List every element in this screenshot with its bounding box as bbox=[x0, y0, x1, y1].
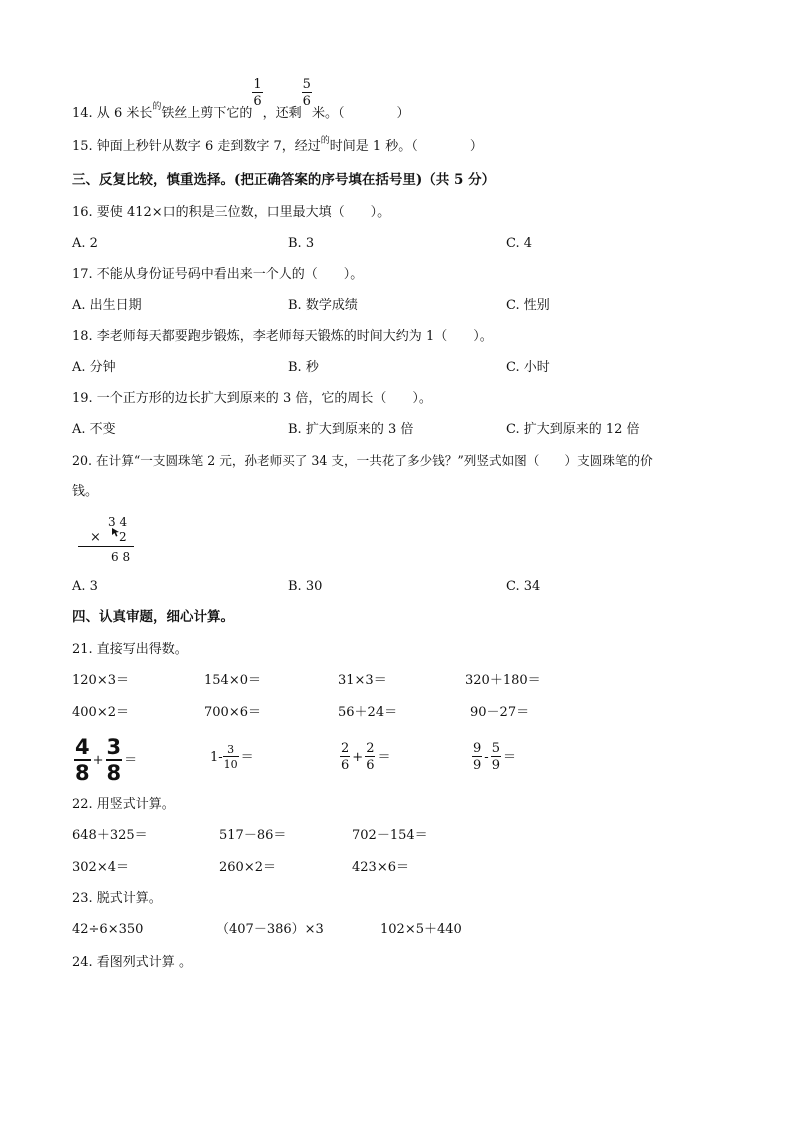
question-16: 16. 要使 412×口的积是三位数，口里最大填（ ）。 bbox=[72, 205, 391, 220]
vertical-times-sign: × bbox=[90, 530, 101, 545]
q20-option-a[interactable]: A. 3 bbox=[72, 579, 98, 594]
q21-item: 320＋180＝ bbox=[465, 673, 541, 688]
q18-option-a[interactable]: A. 分钟 bbox=[72, 360, 116, 375]
vertical-bottom-number: 2 bbox=[119, 530, 127, 544]
q22-item: 517－86＝ bbox=[219, 828, 287, 843]
fraction-9-9: $\frac{9}{9}$ bbox=[473, 741, 482, 773]
q14-close: ） bbox=[396, 105, 410, 121]
q21-fraction-item-4: $\frac{9}{9}$ - $\frac{5}{9}$ ＝ bbox=[473, 741, 516, 773]
q16-option-a[interactable]: A. 2 bbox=[72, 236, 98, 251]
question-20-line-1: 20. 在计算“一支圆珠笔 2 元，孙老师买了 34 支，一共花了多少钱？”列竖式如图（ ）支圆珠笔的价 bbox=[72, 453, 653, 468]
fraction-4-8: $\frac{4}{8}$ bbox=[75, 735, 90, 785]
q14-after: ，还剩 bbox=[262, 105, 302, 121]
vertical-underline bbox=[78, 546, 134, 547]
q14-suffix: 米。（ bbox=[311, 105, 345, 121]
question-17: 17. 不能从身份证号码中看出来一个人的（ ）。 bbox=[72, 267, 364, 282]
q20-option-b[interactable]: B. 30 bbox=[288, 579, 323, 594]
q21-item: 31×3＝ bbox=[338, 673, 387, 688]
q21-fraction-item-3: $\frac{2}{6}$ + $\frac{2}{6}$ ＝ bbox=[341, 741, 391, 773]
q14-fraction-one-sixth: $\frac{1}{6}$ bbox=[253, 77, 262, 109]
question-21-title: 21. 直接写出得数。 bbox=[72, 642, 188, 657]
q21-item: 700×6＝ bbox=[204, 705, 261, 720]
question-23-title: 23. 脱式计算。 bbox=[72, 891, 162, 906]
q14-fraction-five-sixths: $\frac{5}{6}$ bbox=[302, 77, 311, 109]
q23-item: 42÷6×350 bbox=[72, 922, 144, 937]
q20-vertical-calculation bbox=[76, 512, 146, 568]
section-4-title: 四、认真审题，细心计算。 bbox=[72, 609, 234, 625]
q18-option-b[interactable]: B. 秒 bbox=[288, 360, 319, 375]
q23-item: （407－386）×3 bbox=[216, 922, 324, 937]
question-24-title: 24. 看图列式计算 。 bbox=[72, 955, 192, 970]
question-18: 18. 李老师每天都要跑步锻炼，李老师每天锻炼的时间大约为 1（ ）。 bbox=[72, 329, 493, 344]
q22-item: 423×6＝ bbox=[352, 860, 409, 875]
q21-item: 120×3＝ bbox=[72, 673, 129, 688]
q21-item: 400×2＝ bbox=[72, 705, 129, 720]
q22-item: 702－154＝ bbox=[352, 828, 428, 843]
q17-option-c[interactable]: C. 性别 bbox=[506, 298, 550, 313]
question-19: 19. 一个正方形的边长扩大到原来的 3 倍，它的周长（ ）。 bbox=[72, 391, 432, 406]
q21-item: 56＋24＝ bbox=[338, 705, 398, 720]
fraction-5-9: $\frac{5}{9}$ bbox=[491, 741, 500, 773]
q22-item: 648＋325＝ bbox=[72, 828, 148, 843]
q15-sup-mark: 的 bbox=[320, 136, 330, 146]
q21-fraction-item-1: $\frac{4}{8}$ + $\frac{3}{8}$ ＝ bbox=[75, 735, 138, 785]
q16-option-b[interactable]: B. 3 bbox=[288, 236, 315, 251]
section-3-title: 三、反复比较，慎重选择。(把正确答案的序号填在括号里)（共 5 分） bbox=[72, 172, 496, 188]
q14-sup-mark: 的 bbox=[152, 101, 162, 112]
fraction-2-6-a: $\frac{2}{6}$ bbox=[341, 741, 350, 773]
question-20-line-2: 钱。 bbox=[72, 484, 99, 499]
fraction-3-8: $\frac{3}{8}$ bbox=[106, 735, 122, 785]
vertical-top-number: 3 4 bbox=[108, 515, 128, 529]
q19-option-c[interactable]: C. 扩大到原来的 12 倍 bbox=[506, 422, 640, 437]
question-15 bbox=[72, 136, 483, 154]
q20-option-c[interactable]: C. 34 bbox=[506, 579, 541, 594]
q15-close: ） bbox=[469, 139, 483, 154]
q21-fraction-item-2: 1- $\frac{3}{10}$ ＝ bbox=[210, 743, 254, 771]
q14-prefix: 14. 从 6 米长 bbox=[72, 105, 153, 121]
q15-prefix: 15. 钟面上秒针从数字 6 走到数字 7，经过 bbox=[72, 139, 321, 154]
q22-item: 260×2＝ bbox=[219, 860, 276, 875]
q22-item: 302×4＝ bbox=[72, 860, 129, 875]
q18-option-c[interactable]: C. 小时 bbox=[506, 360, 550, 375]
q23-item: 102×5＋440 bbox=[380, 922, 462, 937]
q16-option-c[interactable]: C. 4 bbox=[506, 236, 533, 251]
fraction-3-10: $\frac{3}{10}$ bbox=[223, 743, 238, 771]
q15-suffix: 时间是 1 秒。（ bbox=[329, 139, 418, 154]
fraction-2-6-b: $\frac{2}{6}$ bbox=[366, 741, 375, 773]
q19-option-b[interactable]: B. 扩大到原来的 3 倍 bbox=[288, 422, 414, 437]
q17-option-a[interactable]: A. 出生日期 bbox=[72, 298, 142, 313]
q14-middle: 铁丝上剪下它的 bbox=[161, 105, 253, 121]
vertical-result: 6 8 bbox=[111, 550, 131, 564]
q21-item: 154×0＝ bbox=[204, 673, 261, 688]
question-14 bbox=[72, 72, 410, 121]
q21-item: 90－27＝ bbox=[470, 705, 530, 720]
q17-option-b[interactable]: B. 数学成绩 bbox=[288, 298, 358, 313]
question-22-title: 22. 用竖式计算。 bbox=[72, 797, 175, 812]
cursor-arrow-icon bbox=[111, 527, 121, 537]
q19-option-a[interactable]: A. 不变 bbox=[72, 422, 116, 437]
